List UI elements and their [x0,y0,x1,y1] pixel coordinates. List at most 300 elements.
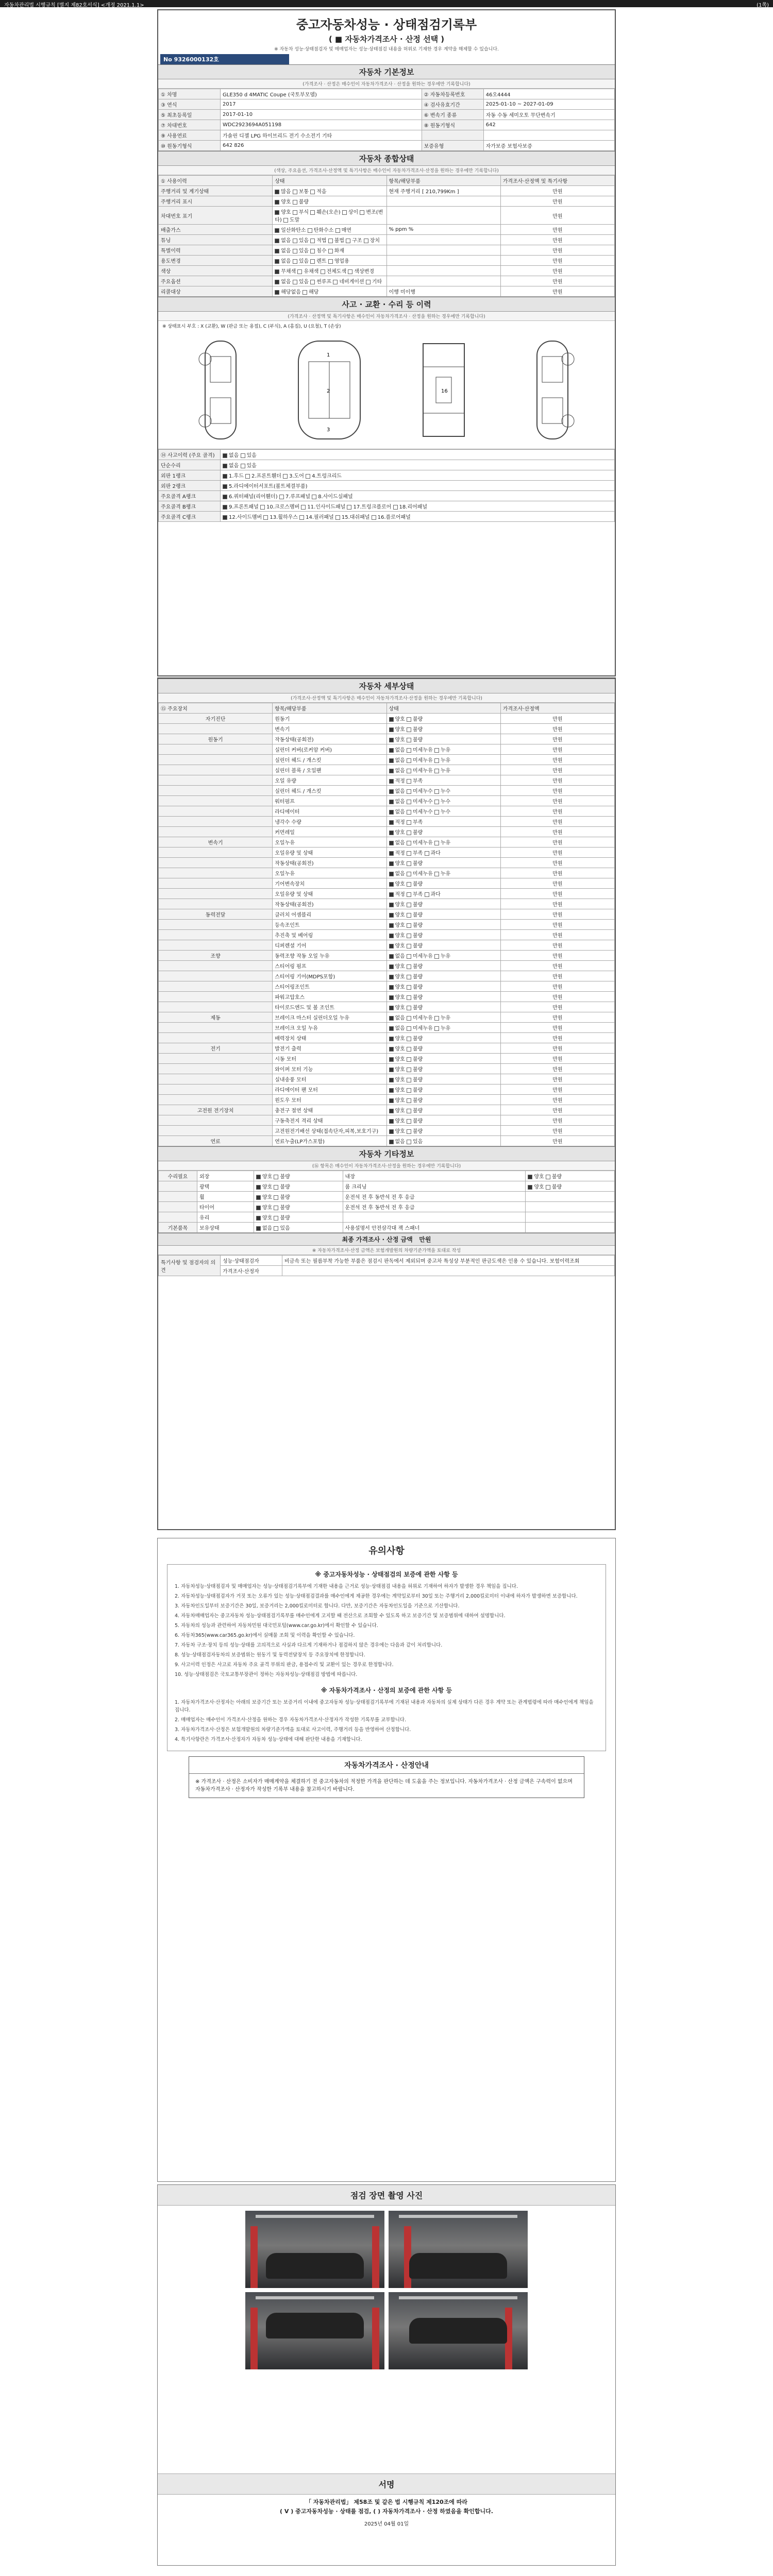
checkbox[interactable] [389,985,394,990]
group-label: 변속기 [159,837,273,848]
checkbox[interactable] [389,903,394,907]
checkbox[interactable] [407,934,411,938]
table-row [159,99,615,110]
group-label [159,744,273,755]
checkbox[interactable] [407,923,411,928]
checkbox[interactable] [360,210,364,215]
checkbox[interactable] [389,1057,394,1062]
checkbox[interactable] [310,259,315,264]
checkbox[interactable] [241,453,245,458]
checkbox[interactable] [407,769,411,773]
notice-item: 3. 자동차인도일부터 보증기간은 30일, 보증거리는 2,000킬로미터로 합니다. 다만, 보증기간은 자동차인도일을 기준으로 기산합니다. [175,1603,460,1609]
checkbox[interactable] [293,239,297,243]
table-row [159,89,615,99]
group-label: 자기진단 [159,714,273,724]
car-top-diagram [278,336,381,444]
checkbox[interactable] [342,210,347,215]
accident-note: (가격조사 · 산정액 및 특기사항은 매수인이 자동차가격조사 · 산정을 원하는 경우에만 기록합니다) [158,312,615,321]
price-cell: 만원 [500,1095,614,1105]
checkbox[interactable] [389,769,394,773]
checkbox[interactable] [335,515,340,520]
checkbox[interactable] [407,851,411,856]
checkbox[interactable] [389,779,394,784]
table-row [159,1023,615,1033]
price-cell: 만원 [500,951,614,961]
status-options: 무채색 유채색 전체도색 색상변경 [273,266,386,276]
checkbox[interactable] [389,1129,394,1134]
group-label [159,930,273,940]
checkbox[interactable] [407,872,411,876]
checkbox[interactable] [407,820,411,825]
checkbox[interactable] [321,269,325,274]
field-label [422,130,483,141]
checkbox[interactable] [389,872,394,876]
checkbox[interactable] [425,892,429,897]
status-options: 없음 있음 [221,460,615,470]
item-label: 기어변속장치 [273,878,386,889]
checkbox[interactable] [303,290,307,295]
checkbox[interactable] [310,190,315,194]
checkbox[interactable] [223,464,227,468]
checkbox[interactable] [407,995,411,1000]
table-row [159,992,615,1002]
checkbox[interactable] [223,484,227,489]
checkbox[interactable] [274,1216,278,1221]
status-options [526,1192,615,1202]
price-cell: 만원 [500,878,614,889]
checkbox[interactable] [434,800,439,804]
panel-items: 5.라디에이터서포트(볼트체결부품) [221,481,615,491]
checkbox[interactable] [389,882,394,887]
remarks-table [158,1255,615,1276]
status-options: 양호 불량 [386,920,500,930]
group-label [159,1084,273,1095]
checkbox[interactable] [434,810,439,815]
checkbox[interactable] [389,851,394,856]
checkbox[interactable] [275,239,279,243]
checkbox[interactable] [389,944,394,948]
checkbox[interactable] [389,1026,394,1031]
group-label [159,765,273,775]
checkbox[interactable] [275,269,279,274]
checkbox[interactable] [293,210,297,215]
checkbox[interactable] [407,1119,411,1124]
item-label: 외장 [197,1171,254,1181]
checkbox[interactable] [407,727,411,732]
group-label [159,1181,197,1192]
checkbox[interactable] [407,1006,411,1010]
checkbox[interactable] [297,269,302,274]
checkbox[interactable] [389,820,394,825]
price-cell: 만원 [500,1002,614,1012]
checkbox[interactable] [407,1047,411,1052]
checkbox[interactable] [256,1216,261,1221]
checkbox[interactable] [434,1026,439,1031]
status-options: 없음 있음 적법 불법 구조 장치 [273,235,386,245]
basic-info-table [158,89,615,151]
checkbox[interactable] [274,1175,278,1179]
status-options: 없음 미세누유 누유 [386,1012,500,1023]
checkbox[interactable] [389,1047,394,1052]
table-row [159,1126,615,1136]
checkbox[interactable] [407,831,411,835]
checkbox[interactable] [407,985,411,990]
price-cell: 만원 [500,276,614,286]
checkbox[interactable] [260,505,265,510]
table-row [159,207,615,225]
item-label: 커먼레일 [273,827,386,837]
checkbox[interactable] [407,944,411,948]
group-label: 조향 [159,951,273,961]
checkbox[interactable] [528,1185,532,1190]
checkbox[interactable] [434,954,439,959]
item-label: 광택 [197,1181,254,1192]
table-row [159,1074,615,1084]
checkbox[interactable] [310,210,315,215]
checkbox[interactable] [434,841,439,845]
inspector-label: 성능·상태점검자 [221,1256,282,1266]
checkbox[interactable] [256,1226,261,1231]
checkbox[interactable] [310,249,315,253]
checkbox[interactable] [407,975,411,979]
table-row [159,512,615,522]
checkbox[interactable] [293,280,297,284]
checkbox[interactable] [275,290,279,295]
checkbox[interactable] [279,495,284,499]
checkbox[interactable] [389,964,394,969]
group-label [159,1115,273,1126]
table-row [159,141,615,151]
status-options: 양호 불량 [273,196,386,207]
row-label: 단순수리 [159,460,221,470]
checkbox[interactable] [275,280,279,284]
status-options: 양호 불량 [386,724,500,734]
other-note: (⑯ 항목은 매수인이 자동차가격조사·산정을 원하는 경우에만 기록합니다) [158,1161,615,1171]
status-options: 양호 불량 [254,1192,343,1202]
checkbox[interactable] [293,190,297,194]
checkbox[interactable] [275,228,279,233]
checkbox[interactable] [389,1119,394,1124]
price-cell: 만원 [500,235,614,245]
item-label: 발전기 출력 [273,1043,386,1054]
checkbox[interactable] [275,249,279,253]
checkbox[interactable] [372,515,376,520]
checkbox[interactable] [407,1057,411,1062]
checkbox[interactable] [389,954,394,959]
checkbox[interactable] [310,280,315,284]
item-label: 냉각수 수량 [273,817,386,827]
checkbox[interactable] [283,218,288,223]
summary-title: 자동차 종합상태 [158,151,615,166]
checkbox[interactable] [389,995,394,1000]
checkbox[interactable] [389,748,394,753]
table-row [159,1212,615,1223]
checkbox[interactable] [328,239,333,243]
checkbox[interactable] [389,1016,394,1021]
checkbox[interactable] [434,789,439,794]
checkbox[interactable] [274,1185,278,1190]
status-options: 없음 미세누수 누수 [386,806,500,817]
checkbox[interactable] [389,758,394,763]
signature-title: 서명 [158,2473,615,2495]
group-label [159,971,273,981]
checkbox[interactable] [346,239,350,243]
table-row [159,256,615,266]
item-label [343,1212,526,1223]
table-row [159,920,615,930]
checkbox[interactable] [335,228,340,233]
checkbox[interactable] [274,1206,278,1210]
table-row [159,481,615,491]
status-options [526,1212,615,1223]
checkbox[interactable] [389,831,394,835]
checkbox[interactable] [223,453,227,458]
status-options: 일산화탄소 탄화수소 매연 [273,225,386,235]
price-cell: 만원 [500,765,614,775]
checkbox[interactable] [241,464,245,468]
item-label: 운전석 전 후 동반석 전 후 응급 [343,1192,526,1202]
checkbox[interactable] [393,505,398,510]
table-row [159,724,615,734]
checkbox[interactable] [306,474,310,479]
checkbox[interactable] [407,964,411,969]
checkbox[interactable] [407,810,411,815]
checkbox[interactable] [275,200,279,205]
table-row [159,806,615,817]
table-row [159,714,615,724]
notice-item: 2. 매매업자는 매수인이 가격조사·산정을 원하는 경우 자동차가격조사·산정자가 작성한 기록부를 교부합니다. [175,1717,407,1723]
column-header: 가격조사·산정액 및 특기사항 [500,176,614,186]
detail-note: (가격조사·산정액 및 특기사항은 매수인이 자동차가격조사·산정을 원하는 경우에만 기록합니다) [158,693,615,703]
checkbox[interactable] [407,1140,411,1144]
price-cell: 만원 [500,714,614,724]
checkbox[interactable] [407,789,411,794]
checkbox[interactable] [347,505,351,510]
checkbox[interactable] [407,738,411,742]
field-value: 642 [483,120,614,130]
checkbox[interactable] [407,882,411,887]
checkbox[interactable] [528,1175,532,1179]
checkbox[interactable] [389,800,394,804]
accident-table [158,449,615,522]
table-row [159,1105,615,1115]
status-options: 양호 부식 훼손(오손) 상이 변조(변타) 도말 [273,207,386,225]
inspector-remark: 비금속 또는 필름부착 가능한 부품은 점검시 판독에서 제외되며 중고차 특성상 부분적인 판금도색은 인용 수 있습니다. 보험이력조회 [282,1256,615,1266]
checkbox[interactable] [407,800,411,804]
item-label: 실린더 헤드 / 개스킷 [273,786,386,796]
checkbox[interactable] [389,1109,394,1113]
group-label [159,1074,273,1084]
price-cell: 만원 [500,1043,614,1054]
checkbox[interactable] [245,474,250,479]
checkbox[interactable] [407,758,411,763]
panel-rank: 주요골격 B랭크 [159,501,221,512]
item-label: 오일누유 [273,837,386,848]
item-label: 클러치 어셈블리 [273,909,386,920]
checkbox[interactable] [312,495,316,499]
table-row [159,940,615,951]
checkbox[interactable] [299,515,304,520]
checkbox[interactable] [389,1078,394,1082]
group-label [159,1212,197,1223]
group-label: 수리필요 [159,1171,197,1181]
checkbox[interactable] [308,228,312,233]
checkbox[interactable] [407,892,411,897]
document-title: 중고자동차성능 · 상태점검기록부 [296,18,477,32]
price-cell: 만원 [500,899,614,909]
status-options: 양호 불량 [254,1181,343,1192]
checkbox[interactable] [223,474,227,479]
checkbox[interactable] [293,259,297,264]
field-value: 642 826 [221,141,422,151]
checkbox[interactable] [223,495,227,499]
item-label: 구동축전지 격리 상태 [273,1115,386,1126]
checkbox[interactable] [407,861,411,866]
checkbox[interactable] [366,280,371,284]
checkbox[interactable] [407,1067,411,1072]
group-label [159,1002,273,1012]
checkbox[interactable] [389,861,394,866]
item-label: 오일누유 [273,868,386,878]
price-cell: 만원 [500,1105,614,1115]
checkbox[interactable] [256,1175,261,1179]
price-cell: 만원 [500,817,614,827]
checkbox[interactable] [389,1098,394,1103]
checkbox[interactable] [275,190,279,194]
checkbox[interactable] [434,769,439,773]
checkbox[interactable] [407,779,411,784]
checkbox[interactable] [328,259,333,264]
detail-value: % ppm % [386,225,500,235]
checkbox[interactable] [389,1140,394,1144]
group-label: 전기 [159,1043,273,1054]
checkbox[interactable] [389,727,394,732]
status-options: 양호 불량 [386,981,500,992]
checkbox[interactable] [407,717,411,722]
checkbox[interactable] [389,1037,394,1041]
checkbox[interactable] [407,954,411,959]
checkbox[interactable] [223,505,227,510]
checkbox[interactable] [425,851,429,856]
checkbox[interactable] [434,872,439,876]
group-label [159,858,273,868]
checkbox[interactable] [546,1185,550,1190]
checkbox[interactable] [389,913,394,918]
table-row [159,491,615,501]
table-row [159,266,615,276]
checkbox[interactable] [256,1206,261,1210]
checkbox[interactable] [407,1078,411,1082]
checkbox[interactable] [407,748,411,753]
checkbox[interactable] [407,1129,411,1134]
checkbox[interactable] [407,1098,411,1103]
checkbox[interactable] [389,841,394,845]
checkbox[interactable] [407,1026,411,1031]
checkbox[interactable] [407,1037,411,1041]
checkbox[interactable] [310,239,315,243]
page-header [0,0,773,7]
checkbox[interactable] [407,841,411,845]
checkbox[interactable] [389,789,394,794]
table-row [159,899,615,909]
checkbox[interactable] [301,505,306,510]
item-label: 내장 [343,1171,526,1181]
price-cell: 만원 [500,1064,614,1074]
detail-title: 자동차 세부상태 [158,679,615,693]
checkbox[interactable] [389,810,394,815]
checkbox[interactable] [293,200,297,205]
column-header: 항목/해당부품 [273,703,386,714]
panel-items: 1.후드 2.프론트휀더 3.도어 4.트렁크리드 [221,470,615,481]
checkbox[interactable] [407,1016,411,1021]
checkbox[interactable] [275,210,279,215]
checkbox[interactable] [434,748,439,753]
checkbox[interactable] [434,1016,439,1021]
checkbox[interactable] [389,923,394,928]
checkbox[interactable] [389,1006,394,1010]
checkbox[interactable] [263,515,268,520]
checkbox[interactable] [328,249,333,253]
table-row [159,961,615,971]
price-cell: 만원 [500,827,614,837]
checkbox[interactable] [364,239,368,243]
car-side-left-diagram [174,336,267,444]
checkbox[interactable] [389,975,394,979]
page-3 [157,1538,616,2182]
detail-value [386,266,500,276]
row-label: 주요옵션 [159,276,273,286]
group-label [159,817,273,827]
notice-title: 유의사항 [368,1546,405,1556]
table-row [159,786,615,796]
document-subtitle: ( ■ 자동차가격조사 · 산정 선택 ) [328,35,445,44]
checkbox[interactable] [274,1195,278,1200]
status-options: 양호 불량 [386,1095,500,1105]
checkbox[interactable] [333,280,338,284]
checkbox[interactable] [389,934,394,938]
table-row [159,1054,615,1064]
checkbox[interactable] [389,892,394,897]
checkbox[interactable] [389,1088,394,1093]
checkbox[interactable] [256,1185,261,1190]
checkbox[interactable] [223,515,227,520]
checkbox[interactable] [407,1109,411,1113]
checkbox[interactable] [348,269,352,274]
price-cell: 만원 [500,1084,614,1095]
price-cell: 만원 [500,744,614,755]
checkbox[interactable] [407,903,411,907]
checkbox[interactable] [389,717,394,722]
checkbox[interactable] [275,259,279,264]
checkbox[interactable] [407,913,411,918]
table-row [159,1115,615,1126]
checkbox[interactable] [434,758,439,763]
checkbox[interactable] [546,1175,550,1179]
checkbox[interactable] [389,1067,394,1072]
checkbox[interactable] [293,249,297,253]
checkbox[interactable] [407,1088,411,1093]
checkbox[interactable] [274,1226,278,1231]
checkbox[interactable] [256,1195,261,1200]
item-label: 윈도우 모터 [273,1095,386,1105]
item-label: 작동상태(공회전) [273,858,386,868]
inspection-photo [389,2211,528,2288]
group-label [159,1054,273,1064]
status-options: 양호 불량 [254,1171,343,1181]
table-row [159,930,615,940]
checkbox[interactable] [389,738,394,742]
checkbox[interactable] [283,474,288,479]
